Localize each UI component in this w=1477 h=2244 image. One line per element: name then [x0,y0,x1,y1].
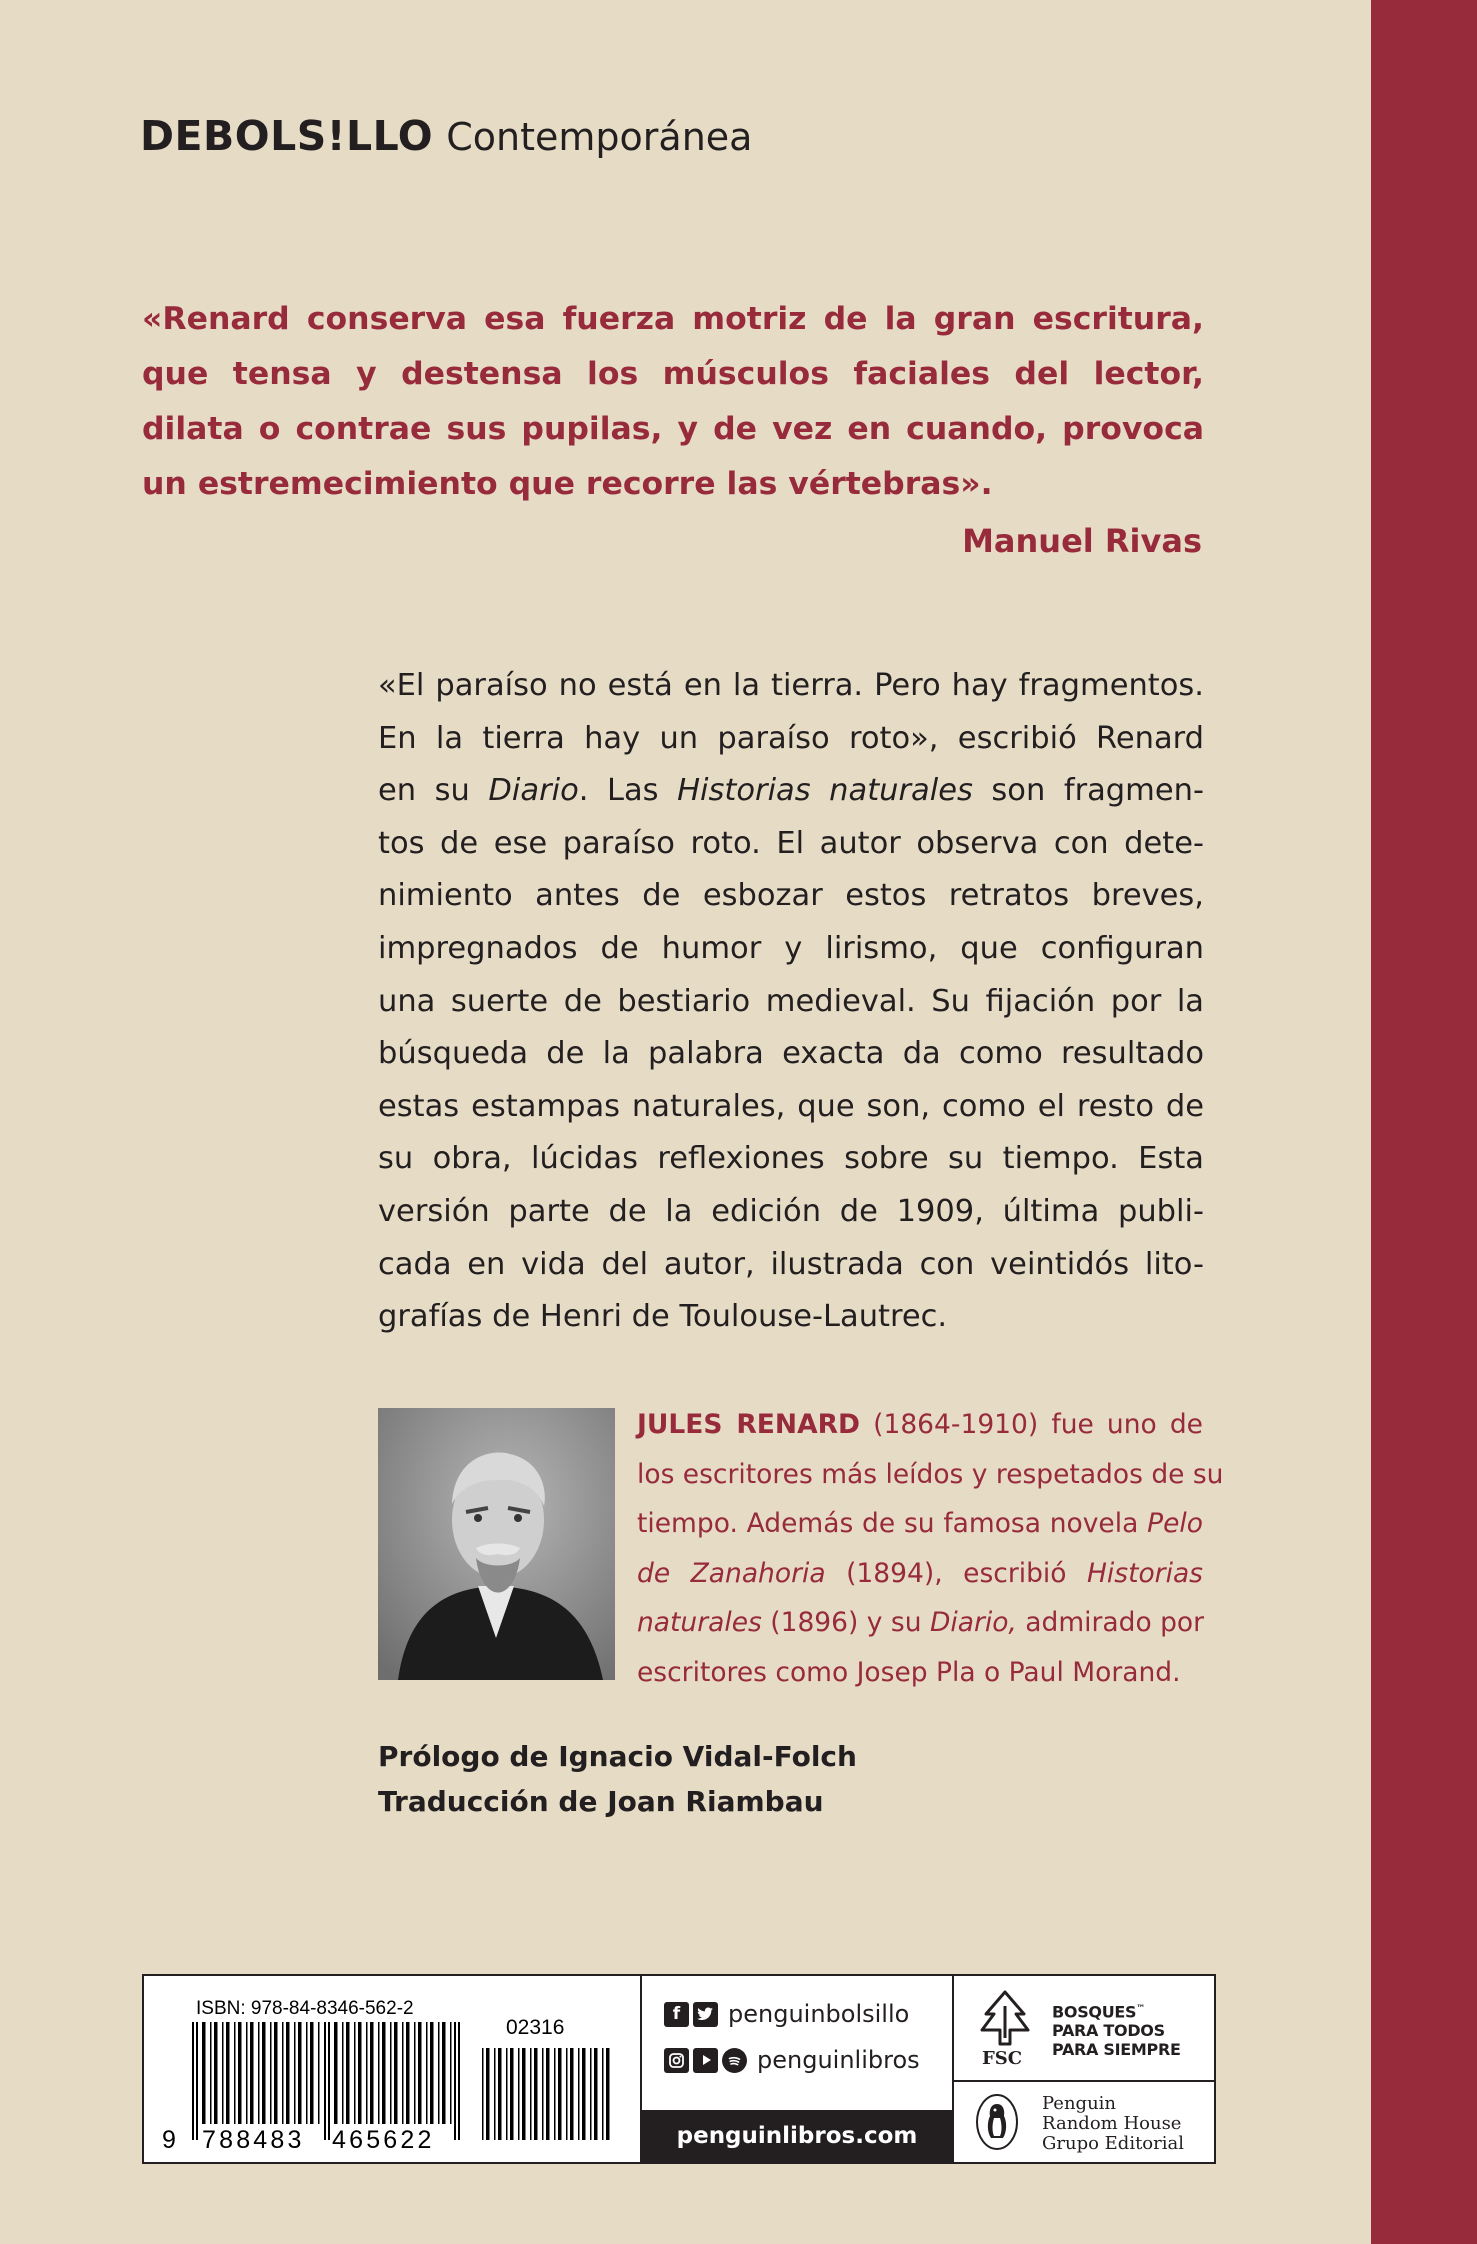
barcode-bar [430,2022,434,2124]
spine-band [1371,0,1477,2244]
barcode-guard [328,2022,330,2140]
synopsis-line: En la tierra hay un paraíso roto», escribió Renard [378,720,1204,756]
barcode-bar [246,2022,248,2124]
barcode-bar [274,2022,278,2124]
collection-name: Contemporánea [446,115,753,159]
barcode-bar [370,2022,374,2124]
barcode-bar [238,2022,242,2124]
barcode-bar [534,2048,538,2140]
barcode-bar [546,2048,550,2140]
barcode-bar [378,2022,380,2124]
barcode-bar [390,2022,392,2124]
barcode-bar [510,2048,514,2140]
barcode-bar [222,2022,224,2124]
barcode-bar [590,2048,592,2140]
fsc-slogan: BOSQUES™ PARA TODOS PARA SIEMPRE [1052,2002,1181,2060]
barcode-bar [298,2022,302,2124]
social-handle-bolsillo[interactable]: penguinbolsillo [728,2000,910,2028]
synopsis-line: estas estampas naturales, que son, como el resto de [378,1088,1204,1124]
barcode-bar [258,2022,260,2124]
barcode-bar [518,2048,520,2140]
barcode-bar [402,2022,404,2124]
barcode-bar [606,2048,610,2140]
social-row-bolsillo [664,2000,909,2028]
back-cover-info-box [142,1974,1216,2164]
barcode-bar [418,2022,422,2124]
facebook-icon[interactable]: f [664,2002,689,2027]
barcode-bar [294,2022,296,2124]
barcode-bar [566,2048,568,2140]
synopsis [378,660,1204,1344]
synopsis-line: «El paraíso no está en la tierra. Pero hay fragmentos. [378,668,1204,703]
barcode-guard [192,2022,194,2140]
barcode-bar [482,2048,484,2140]
credits [378,1734,857,1824]
barcode-bar [342,2022,344,2124]
barcode-bar [270,2022,272,2124]
barcode-guard [324,2022,326,2140]
penguin-icon [974,2092,1020,2152]
social-links [640,1976,952,2162]
youtube-icon[interactable] [693,2048,718,2073]
fsc-certification [954,1976,1214,2082]
barcode-bar [282,2022,284,2124]
author-bio [637,1400,1224,1697]
barcode-guard [454,2022,456,2140]
barcode-bar [498,2048,502,2140]
certification-logos [952,1976,1214,2162]
spotify-icon[interactable] [722,2048,747,2073]
barcode-bar [346,2022,350,2124]
website-link[interactable]: penguinlibros.com [642,2110,952,2162]
barcode-bar [522,2048,526,2140]
barcode-bar [226,2022,230,2124]
barcode-bar [426,2022,428,2124]
barcode-digit-first: 9 [162,2126,180,2154]
barcode-bar [366,2022,368,2124]
instagram-icon[interactable] [664,2048,689,2073]
barcode-bar [530,2048,532,2140]
barcode-bar [334,2022,338,2124]
barcode-bar [554,2048,556,2140]
synopsis-line: su obra, lúcidas reflexiones sobre su tiempo. Esta [378,1141,1204,1177]
barcode-bar [506,2048,508,2140]
author-portrait [378,1408,615,1680]
review-quote: «Renard conserva esa fuerza motriz de la gran escritura, que tensa y destensa los músculos faciales del lector, dilata o contrae sus pupilas, y de vez en cuando, provoca un estremecimiento que recorre las vértebras». [142,301,1204,502]
barcode-bar [394,2022,398,2124]
synopsis-line: una suerte de bestiario medieval. Su fijación por la [378,983,1204,1019]
barcode-bar [542,2048,544,2140]
synopsis-line: en su Diario. Las Historias naturales son fragmen- [378,773,1204,809]
barcode-bar [486,2048,490,2140]
bio-line: naturales (1896) y su Diario, admirado por [637,1607,1205,1638]
synopsis-line: nimiento antes de esbozar estos retratos breves, [378,878,1204,914]
barcode-bar [442,2022,446,2124]
barcode-bar [582,2048,586,2140]
barcode-bar [558,2048,562,2140]
publisher-logo: DEBOLS!LLO [140,112,434,160]
barcode-guard [458,2022,460,2140]
quote-author: Manuel Rivas [962,522,1202,560]
barcode-guard [196,2022,198,2140]
synopsis-line: búsqueda de la palabra exacta da como resultado [378,1036,1204,1072]
barcode-bar [306,2022,308,2124]
fsc-tree-icon [976,1988,1034,2048]
collection-brand [140,112,752,160]
bio-line: escritores como Josep Pla o Paul Morand. [637,1656,1181,1688]
barcode-bar [202,2022,206,2124]
barcode-bar [570,2048,574,2140]
barcode-bar [382,2022,386,2124]
barcode-bar [262,2022,266,2124]
prologue-credit: Prólogo de Ignacio Vidal-Folch [378,1740,857,1773]
barcode-bar [310,2022,314,2124]
barcode-bar [450,2022,452,2124]
fsc-label: FSC [982,2048,1023,2069]
synopsis-line: impregnados de humor y lirismo, que configuran [378,930,1204,966]
bio-line: tiempo. Además de su famosa novela Pelo [637,1508,1203,1539]
barcode-bar [358,2022,362,2124]
book-title-historias: Historias naturales [677,773,973,809]
social-row-libros [664,2046,920,2074]
barcode-bar [414,2022,416,2124]
barcode-bar [234,2022,236,2124]
barcode-bar [210,2022,212,2124]
author-name: JULES RENARD [637,1409,860,1440]
isbn-label: ISBN: 978-84-8346-562-2 [196,1998,414,2019]
synopsis-line: versión parte de la edición de 1909, última publi- [378,1193,1204,1229]
synopsis-line: grafías de Henri de Toulouse-Lautrec. [378,1299,948,1335]
bio-line: de Zanahoria (1894), escribió Historias [637,1557,1203,1589]
barcode-bar [318,2022,320,2124]
addon-code: 02316 [506,2016,565,2039]
translation-credit: Traducción de Joan Riambau [378,1785,824,1818]
social-handle-libros[interactable]: penguinlibros [757,2046,920,2074]
barcode-bar [602,2048,604,2140]
barcode-bar [494,2048,496,2140]
barcode-bar [406,2022,410,2124]
barcode-bar [354,2022,356,2124]
barcode-digits-left: 788483 [202,2126,305,2154]
barcode-bar [594,2048,598,2140]
synopsis-line: tos de ese paraíso roto. El autor observa con dete- [378,825,1204,861]
bio-line: JULES RENARD (1864-1910) fue uno de [637,1409,1203,1440]
barcode-bar [250,2022,254,2124]
barcode-bar [286,2022,290,2124]
barcode-bar [438,2022,440,2124]
barcode-bar [214,2022,218,2124]
bio-line: los escritores más leídos y respetados de su [637,1458,1224,1490]
twitter-icon[interactable] [693,2002,718,2027]
barcode-area [144,1976,640,2162]
publisher-name: Penguin Random House Grupo Editorial [1042,2093,1184,2154]
synopsis-line: cada en vida del autor, ilustrada con veintidós lito- [378,1246,1204,1282]
book-title-diario: Diario [488,773,579,809]
barcode-bar [578,2048,580,2140]
publisher-logo-block [954,2082,1214,2162]
barcode-digits-right: 465622 [332,2126,435,2154]
